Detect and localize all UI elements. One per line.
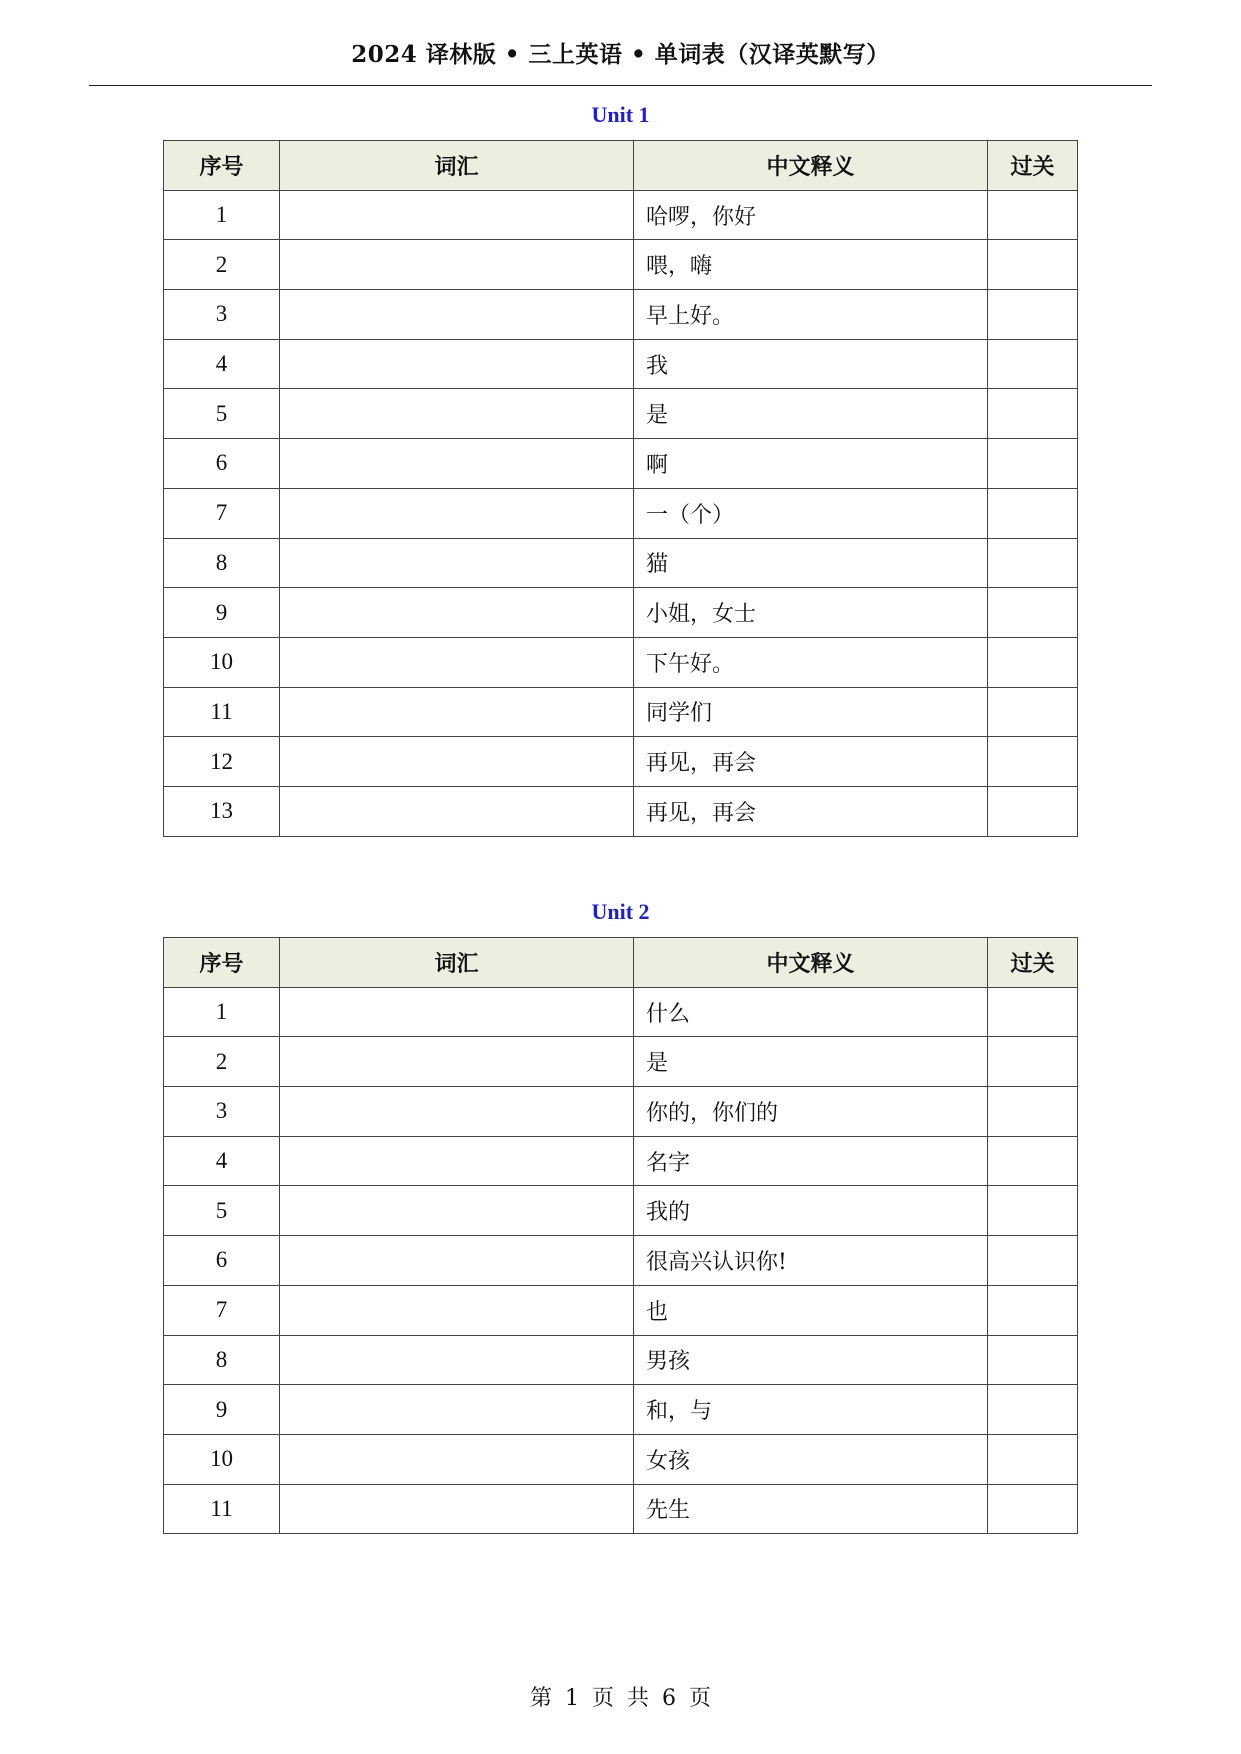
word-answer-cell[interactable] [280, 1087, 634, 1137]
row-index: 10 [164, 637, 280, 687]
row-index: 5 [164, 1186, 280, 1236]
table-header-row [164, 938, 1078, 988]
row-index: 4 [164, 339, 280, 389]
row-meaning: 和，与 [634, 1385, 988, 1435]
row-meaning: 我 [634, 339, 988, 389]
row-meaning: 再见，再会 [634, 786, 988, 836]
page-footer: 第 1 页 共 6 页 [530, 1686, 711, 1711]
word-answer-cell[interactable] [280, 1136, 634, 1186]
pass-check-cell[interactable] [988, 1484, 1078, 1534]
table-row [164, 389, 1078, 439]
table-row [164, 737, 1078, 787]
table-row [164, 1484, 1078, 1534]
row-index: 9 [164, 1385, 280, 1435]
table-row [164, 588, 1078, 638]
pass-check-cell[interactable] [988, 1285, 1078, 1335]
pass-check-cell[interactable] [988, 786, 1078, 836]
word-answer-cell[interactable] [280, 538, 634, 588]
column-header-index: 序号 [164, 938, 280, 988]
word-answer-cell[interactable] [280, 786, 634, 836]
word-answer-cell[interactable] [280, 1236, 634, 1286]
pass-check-cell[interactable] [988, 588, 1078, 638]
pass-check-cell[interactable] [988, 439, 1078, 489]
table-row [164, 1434, 1078, 1484]
pass-check-cell[interactable] [988, 290, 1078, 340]
row-meaning: 下午好。 [634, 637, 988, 687]
row-index: 7 [164, 488, 280, 538]
row-meaning: 小姐，女士 [634, 588, 988, 638]
table-row [164, 1087, 1078, 1137]
pass-check-cell[interactable] [988, 737, 1078, 787]
table-row [164, 1385, 1078, 1435]
row-meaning: 是 [634, 1037, 988, 1087]
word-answer-cell[interactable] [280, 190, 634, 240]
row-meaning: 你的，你们的 [634, 1087, 988, 1137]
table-row [164, 488, 1078, 538]
pass-check-cell[interactable] [988, 1037, 1078, 1087]
row-meaning: 女孩 [634, 1434, 988, 1484]
word-answer-cell[interactable] [280, 290, 634, 340]
column-header-pass: 过关 [988, 938, 1078, 988]
row-index: 6 [164, 439, 280, 489]
word-answer-cell[interactable] [280, 637, 634, 687]
word-answer-cell[interactable] [280, 1484, 634, 1534]
word-answer-cell[interactable] [280, 1335, 634, 1385]
row-meaning: 啊 [634, 439, 988, 489]
table-row [164, 290, 1078, 340]
row-meaning: 一（个） [634, 488, 988, 538]
row-index: 1 [164, 987, 280, 1037]
row-meaning: 早上好。 [634, 290, 988, 340]
table-row [164, 637, 1078, 687]
unit-1-rows [164, 190, 1078, 836]
word-answer-cell[interactable] [280, 687, 634, 737]
word-answer-cell[interactable] [280, 488, 634, 538]
table-row [164, 240, 1078, 290]
unit-2-title: Unit 2 [591, 899, 650, 924]
row-meaning: 是 [634, 389, 988, 439]
pass-check-cell[interactable] [988, 389, 1078, 439]
row-meaning: 猫 [634, 538, 988, 588]
pass-check-cell[interactable] [988, 190, 1078, 240]
row-index: 5 [164, 389, 280, 439]
table-row [164, 687, 1078, 737]
row-index: 6 [164, 1236, 280, 1286]
word-answer-cell[interactable] [280, 1285, 634, 1335]
unit-2-table [163, 937, 1078, 1534]
word-answer-cell[interactable] [280, 439, 634, 489]
row-index: 1 [164, 190, 280, 240]
pass-check-cell[interactable] [988, 1136, 1078, 1186]
table-row [164, 786, 1078, 836]
pass-check-cell[interactable] [988, 1385, 1078, 1435]
pass-check-cell[interactable] [988, 1335, 1078, 1385]
table-row [164, 190, 1078, 240]
pass-check-cell[interactable] [988, 1236, 1078, 1286]
unit-2-rows [164, 987, 1078, 1534]
row-index: 8 [164, 538, 280, 588]
row-meaning: 什么 [634, 987, 988, 1037]
table-row [164, 1136, 1078, 1186]
pass-check-cell[interactable] [988, 1087, 1078, 1137]
unit-1-title: Unit 1 [591, 102, 650, 127]
pass-check-cell[interactable] [988, 987, 1078, 1037]
table-row [164, 439, 1078, 489]
word-answer-cell[interactable] [280, 1186, 634, 1236]
word-answer-cell[interactable] [280, 389, 634, 439]
column-header-meaning: 中文释义 [634, 938, 988, 988]
word-answer-cell[interactable] [280, 1434, 634, 1484]
pass-check-cell[interactable] [988, 240, 1078, 290]
table-row [164, 1335, 1078, 1385]
table-row [164, 538, 1078, 588]
unit-1-table [163, 140, 1078, 837]
word-answer-cell[interactable] [280, 339, 634, 389]
row-meaning: 男孩 [634, 1335, 988, 1385]
table-row [164, 1037, 1078, 1087]
row-meaning: 我的 [634, 1186, 988, 1236]
table-row [164, 1186, 1078, 1236]
table-row [164, 987, 1078, 1037]
row-index: 8 [164, 1335, 280, 1385]
page-header-title: 2024 译林版 • 三上英语 • 单词表（汉译英默写） [351, 41, 890, 68]
pass-check-cell[interactable] [988, 1434, 1078, 1484]
pass-check-cell[interactable] [988, 538, 1078, 588]
row-index: 11 [164, 687, 280, 737]
header-divider [89, 85, 1152, 86]
word-answer-cell[interactable] [280, 588, 634, 638]
row-meaning: 也 [634, 1285, 988, 1335]
row-meaning: 很高兴认识你! [634, 1236, 988, 1286]
row-index: 3 [164, 1087, 280, 1137]
table-row [164, 1285, 1078, 1335]
row-index: 12 [164, 737, 280, 787]
table-row [164, 339, 1078, 389]
pass-check-cell[interactable] [988, 488, 1078, 538]
column-header-pass: 过关 [988, 141, 1078, 191]
word-answer-cell[interactable] [280, 737, 634, 787]
row-index: 2 [164, 240, 280, 290]
table-header-row [164, 141, 1078, 191]
row-meaning: 哈啰，你好 [634, 190, 988, 240]
row-index: 10 [164, 1434, 280, 1484]
pass-check-cell[interactable] [988, 1186, 1078, 1236]
column-header-word: 词汇 [280, 141, 634, 191]
row-meaning: 先生 [634, 1484, 988, 1534]
pass-check-cell[interactable] [988, 687, 1078, 737]
row-index: 2 [164, 1037, 280, 1087]
column-header-index: 序号 [164, 141, 280, 191]
table-row [164, 1236, 1078, 1286]
row-meaning: 名字 [634, 1136, 988, 1186]
row-index: 7 [164, 1285, 280, 1335]
pass-check-cell[interactable] [988, 339, 1078, 389]
column-header-meaning: 中文释义 [634, 141, 988, 191]
row-index: 9 [164, 588, 280, 638]
pass-check-cell[interactable] [988, 637, 1078, 687]
row-meaning: 喂，嗨 [634, 240, 988, 290]
word-answer-cell[interactable] [280, 1385, 634, 1435]
word-answer-cell[interactable] [280, 1037, 634, 1087]
row-index: 3 [164, 290, 280, 340]
row-meaning: 同学们 [634, 687, 988, 737]
row-index: 4 [164, 1136, 280, 1186]
column-header-word: 词汇 [280, 938, 634, 988]
word-answer-cell[interactable] [280, 240, 634, 290]
word-answer-cell[interactable] [280, 987, 634, 1037]
row-meaning: 再见，再会 [634, 737, 988, 787]
row-index: 11 [164, 1484, 280, 1534]
row-index: 13 [164, 786, 280, 836]
